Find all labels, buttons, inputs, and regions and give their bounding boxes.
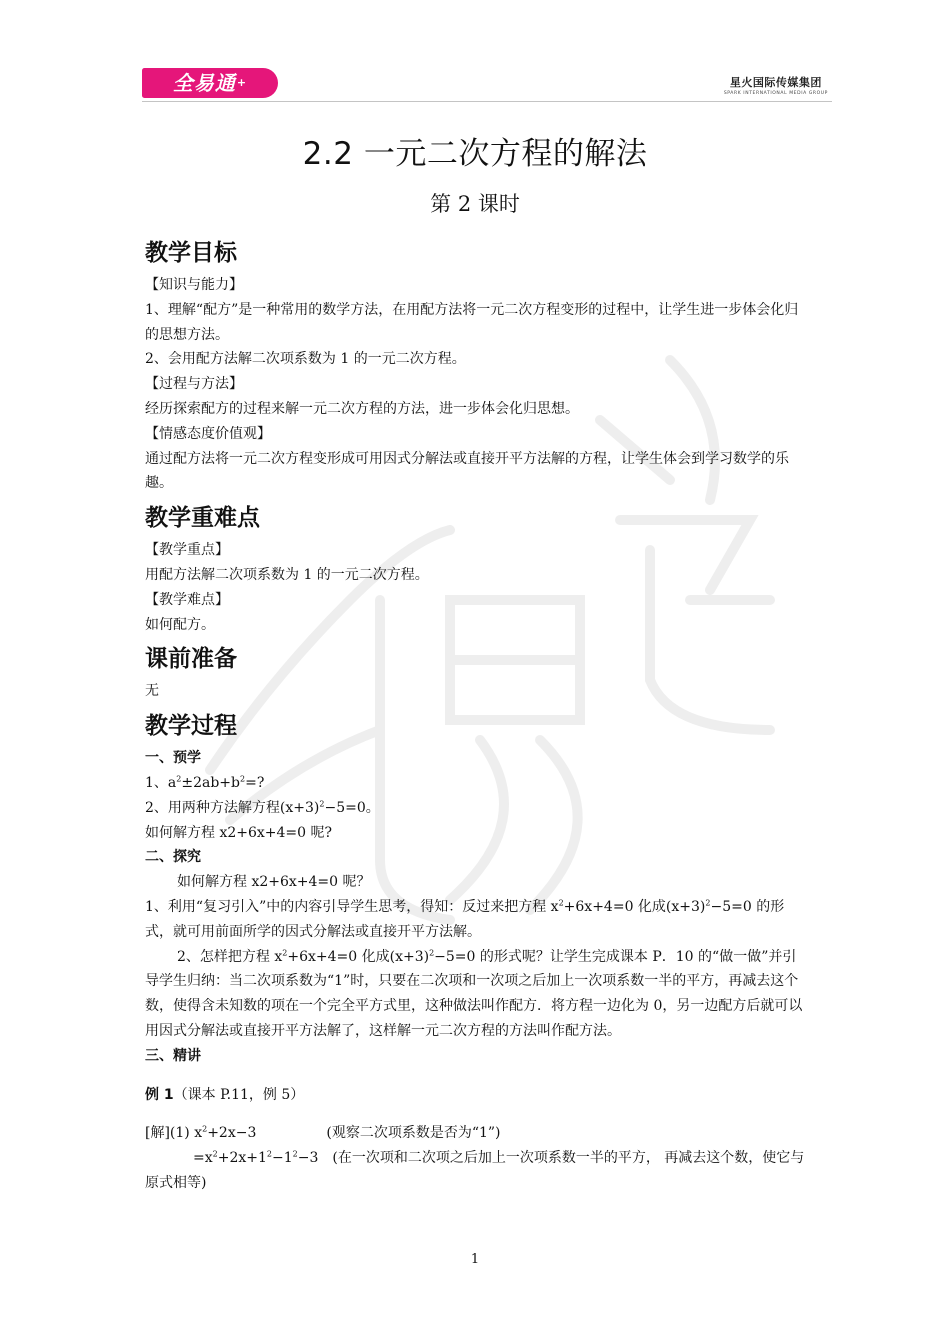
preview-item-3: 如何解方程 x2+6x+4=0 呢? [145, 824, 333, 841]
knowledge-item-2: 2、会用配方法解二次项系数为 1 的一元二次方程。 [145, 351, 466, 368]
explore-item-2: 2、怎样把方程 $x^2+6x+4=0$ 化成$(x+3)^2-5=0$ 的形式呢？让学生完成课本 P．10 的“做一做”并引导学生归纳：当二次项系数为“1”时，只要在二次项和一次项之后加上一次项系数一半的平方，再减去这个数，使得含未知数的项在一个完全平方式里，这种做法叫作配方．将方程一边化为 0，另一边配方后就可以用因式分解法或直接开平方法解了，这样解一元二次方程的方法叫作配方法。 [145, 947, 803, 1039]
page-subtitle: 第 2 课时 [430, 192, 520, 216]
subheading-explore: 二、探究 [145, 849, 201, 866]
label-key: 【教学重点】 [145, 542, 229, 559]
brand-logo [142, 68, 278, 98]
logo-text: 全易通 [172, 71, 236, 95]
publisher-name-en: SPARK INTERNATIONAL MEDIA GROUP [723, 91, 828, 96]
knowledge-item-1: 1、理解“配方”是一种常用的数学方法，在用配方法将一元二次方程变形的过程中，让学生进一步体会化归的思想方法。 [145, 301, 799, 343]
label-emotion: 【情感态度价值观】 [145, 425, 271, 442]
section-heading-goals: 教学目标 [145, 240, 237, 266]
emotion-text: 通过配方法将一元二次方程变形成可用因式分解法或直接开平方法解的方程，让学生体会到学习数学的乐趣。 [145, 450, 789, 492]
preview-item-1: 1、$a^2\pm 2ab+b^2=$? [145, 774, 265, 791]
section-heading-process: 教学过程 [145, 713, 237, 740]
label-process: 【过程与方法】 [145, 376, 243, 393]
label-knowledge: 【知识与能力】 [145, 277, 243, 293]
subheading-lecture: 三、精讲 [145, 1047, 201, 1064]
key-text: 用配方法解二次项系数为 1 的一元二次方程。 [145, 566, 429, 583]
publisher-brand [724, 74, 828, 96]
logo-spark-icon: + [236, 76, 248, 89]
explore-item-1: 1、利用“复习引入”中的内容引导学生思考，得知：反过来把方程 $x^2+6x+4=0$ 化成$(x+3)^2-5=0$ 的形式，就可用前面所学的因式分解法或直接开平方法解。 [145, 898, 785, 940]
difficulty-text: 如何配方。 [145, 616, 215, 633]
explore-question: 如何解方程 x2+6x+4=0 呢？ [177, 874, 371, 891]
page-title: 2.2 一元二次方程的解法 [302, 136, 648, 172]
section-heading-prep: 课前准备 [145, 646, 237, 673]
preview-item-2: 2、用两种方法解方程$(x+3)^2-5=0$。 [145, 799, 380, 816]
publisher-name: 星火国际传媒集团 [729, 76, 822, 89]
subheading-preview: 一、预学 [145, 750, 201, 767]
solution-line-2: $=x^2+2x+1^2-1^2-3$ (在一次项和二次项之后加上一次项系数一半的平方， 再减去这个数，使它与原式相等) [145, 1149, 805, 1191]
label-difficulty: 【教学难点】 [145, 591, 229, 608]
header-divider [142, 101, 832, 102]
prep-text: 无 [145, 683, 159, 700]
example-title: 例 1（课本 P.11，例 5） [145, 1086, 305, 1103]
process-text: 经历探索配方的过程来解一元二次方程的方法，进一步体会化归思想。 [145, 400, 579, 417]
section-heading-keypoints: 教学重难点 [145, 505, 260, 532]
document-body [145, 231, 810, 1196]
solution-line-1: [解](1) $x^2+2x-3$ (观察二次项系数是否为“1”) [145, 1124, 501, 1142]
page-header [142, 66, 832, 102]
page-number: 1 [470, 1252, 480, 1267]
